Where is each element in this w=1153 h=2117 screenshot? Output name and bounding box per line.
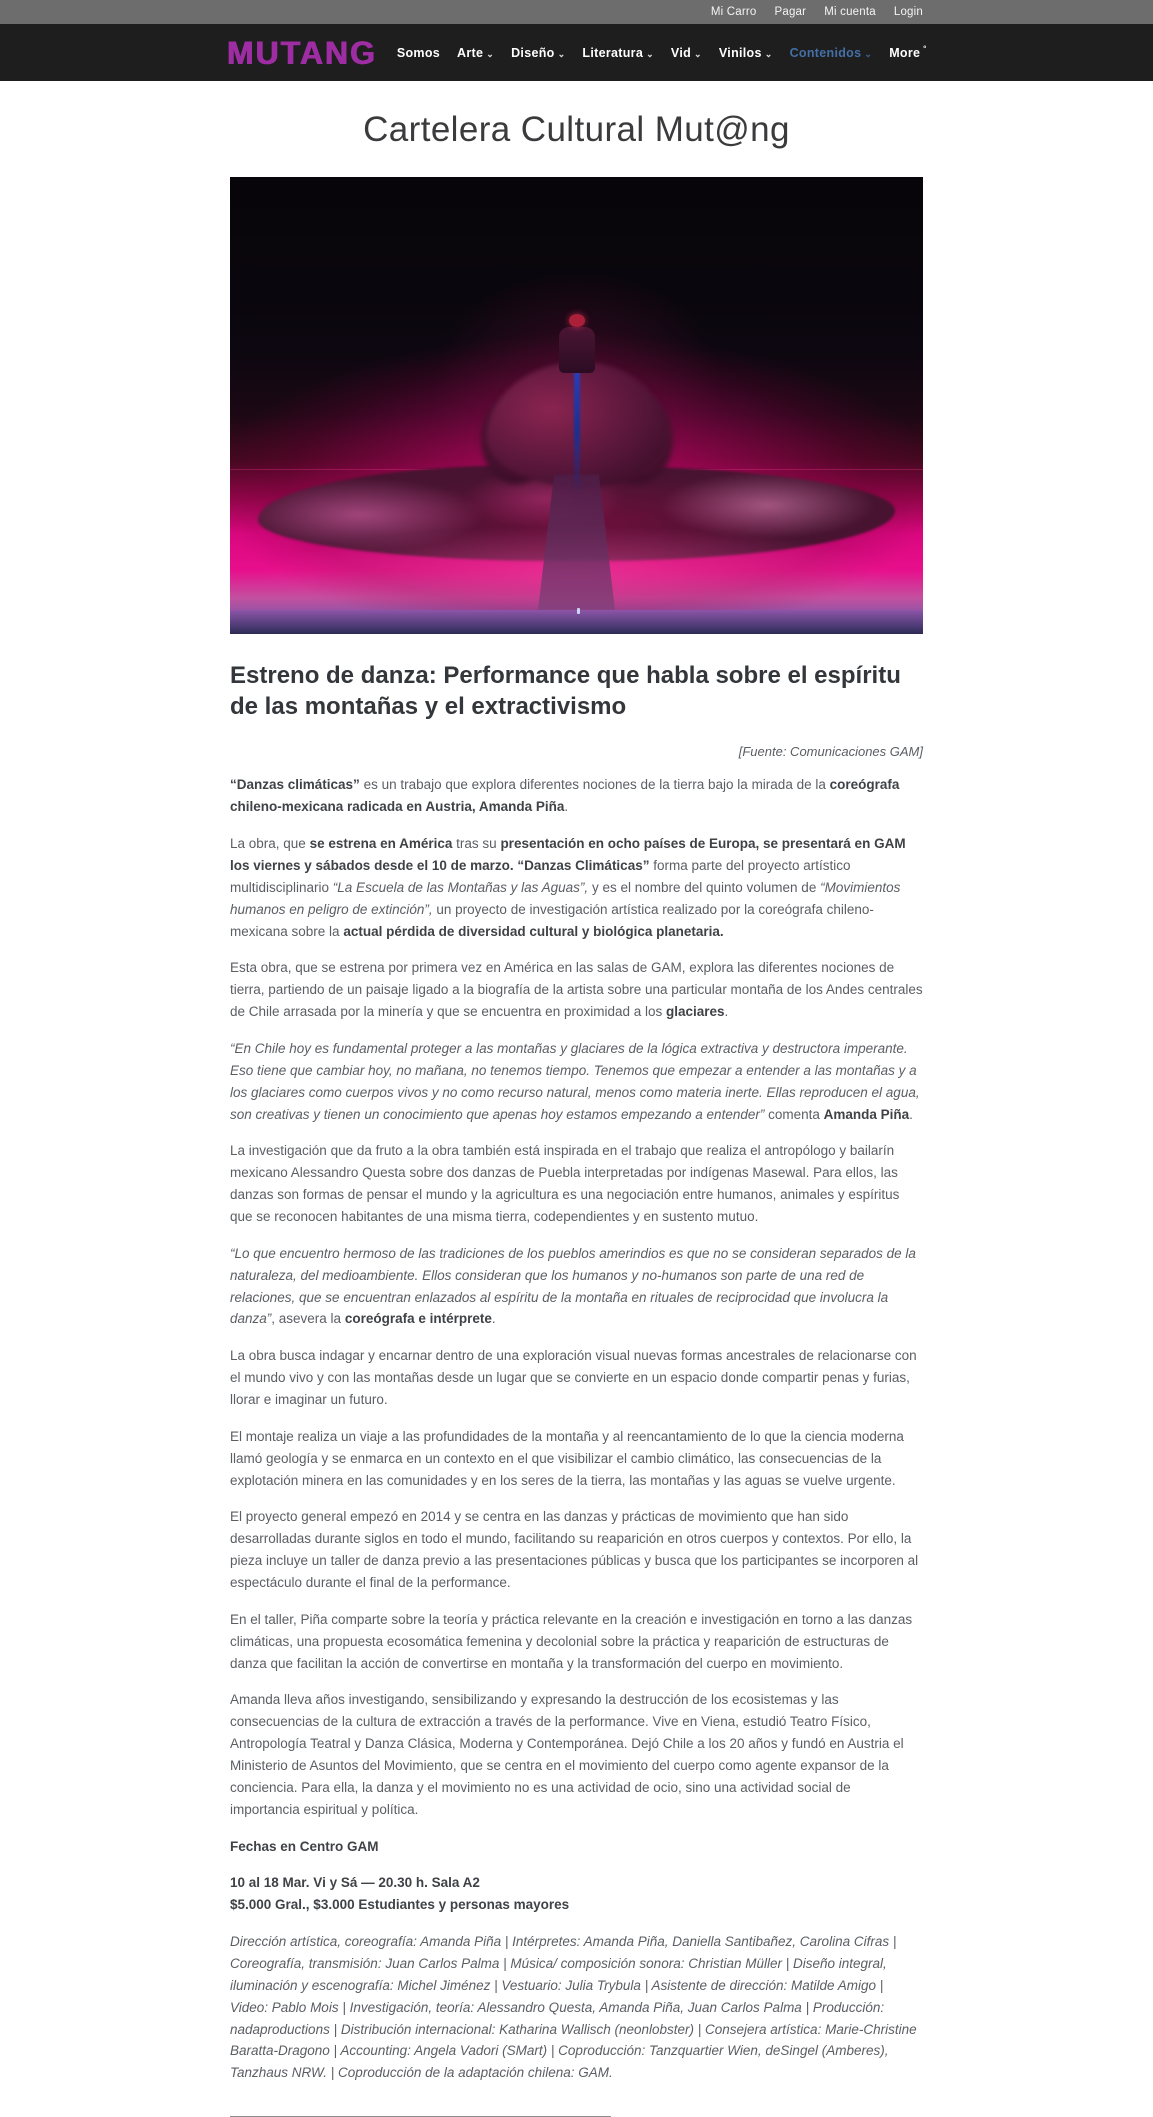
chevron-down-icon: ⌄ <box>694 48 702 59</box>
article-content <box>230 177 923 2117</box>
article-paragraph: El proyecto general empezó en 2014 y se centra en las danzas y prácticas de movimiento que han sido desarrolladas durante siglos en todo el mundo, facilitando su reaparición en otros cuerpos y contextos. Por ello, la pieza incluye un taller de danza previo a las presentaciones públicas y busca que los participantes se incorporen al espectáculo durante el final de la performance. <box>230 1509 919 1591</box>
topbar-link-mi-cuenta[interactable]: Mi cuenta <box>824 6 876 18</box>
chevron-down-icon: ⌄ <box>557 48 566 59</box>
nav-item-somos[interactable] <box>397 46 440 60</box>
article-paragraph: Esta obra, que se estrena por primera vez en América en las salas de GAM, explora las diferentes nociones de tierra, partiendo de un paisaje ligado a la biografía de la artista sobre una particular montaña de los Andes centrales de Chile arrasada por la minería y que se encuentra en proximidad a los glaciares. <box>230 960 923 1020</box>
utility-topbar-links <box>230 0 923 24</box>
article-paragraph: En el taller, Piña comparte sobre la teoría y práctica relevante en la creación e investigación en torno a las danzas climáticas, una propuesta ecosomática femenina y decolonial sobre la práctica y reaparición de estructuras de danza que facilitan la acción de convertirse en montaña y la transformación del cuerpo en movimiento. <box>230 1611 913 1671</box>
headpiece-pompom <box>569 314 585 327</box>
nav-menu <box>396 43 927 60</box>
topbar-link-mi-carro[interactable]: Mi Carro <box>710 6 757 18</box>
superscript-marker: º <box>923 43 927 53</box>
main-navbar <box>0 24 1153 81</box>
utility-topbar <box>0 0 1153 24</box>
nav-item-vid[interactable] <box>671 46 702 60</box>
performer-silhouette <box>487 314 667 614</box>
article-paragraph: Dirección artística, coreografía: Amanda Piña | Intérpretes: Amanda Piña, Daniella Santibañez, Carolina Cifras | Coreografía, transmisión: Juan Carlos Palma | Música/ composición sonora: Christian Müller | Diseño integral, iluminación y escenografía: Michel Jiménez | Vestuario: Julia Trybula | Asistente de dirección: Matilde Amigo | Video: Pablo Mois | Investigación, teoría: Alessandro Questa, Amanda Piña, Juan Carlos Palma | Producción: nadaproductions | Distribución internacional: Katharina Wallisch (neonlobster) | Consejera artística: Marie-Christine Baratta-Dragono | Accounting: Angela Vadori (SMart) | Coproducción: Tanzquartier Wien, deSingel (Amberes), Tanzhaus NRW. | Coproducción de la adaptación chilena: GAM. <box>230 1934 917 2081</box>
article-body <box>230 774 923 2084</box>
nav-item-label: Literatura <box>582 45 644 60</box>
article-headline: Estreno de danza: Performance que habla sobre el espíritu de las montañas y el extractivismo <box>230 662 901 721</box>
chevron-down-icon: ⌄ <box>864 48 873 59</box>
article-paragraph: La investigación que da fruto a la obra también está inspirada en el trabajo que realiza el antropólogo y bailarín mexicano Alessandro Questa sobre dos danzas de Puebla interpretadas por indígenas Masewal. Para ellos, las danzas son formas de pensar el mundo y la agricultura es una negociación entre humanos, animales y espíritus que se reconocen habitantes de una misma tierra, codependientes y en sustento mutuo. <box>230 1143 900 1224</box>
article-paragraph: El montaje realiza un viaje a las profundidades de la montaña y al reencantamiento de lo que la ciencia moderna llamó geología y se enmarca en un contexto en el que visibilizar el cambio climático, las consecuencias de la explotación minera en las comunidades y en los seres de la tierra, las montañas y las aguas se vuelve urgente. <box>230 1428 904 1488</box>
nav-item-vinilos[interactable] <box>719 46 773 60</box>
nav-item-arte[interactable] <box>457 46 494 60</box>
nav-item-contenidos[interactable] <box>790 46 873 60</box>
chevron-down-icon: ⌄ <box>764 48 773 59</box>
topbar-link-login[interactable]: Login <box>893 6 923 18</box>
article-paragraph: 10 al 18 Mar. Vi y Sá — 20.30 h. Sala A2 $5.000 Gral., $3.000 Estudiantes y personas mayores <box>230 1875 570 1913</box>
nav-item-label: Arte <box>457 45 484 60</box>
nav-item-label: Contenidos <box>789 45 862 60</box>
stage-reflection-speck <box>577 608 580 614</box>
source-note: [Fuente: Comunicaciones GAM] <box>738 744 923 760</box>
article-paragraph: Amanda lleva años investigando, sensibilizando y expresando la destrucción de los ecosistemas y las consecuencias de la cultura de extracción a través de la performance. Vive en Viena, estudió Teatro Físico, Antropología Teatral y Danza Clásica, Moderna y Contemporánea. Dejó Chile a los 20 años y fundó en Austria el Ministerio de Asuntos del Movimiento, que se centra en el movimiento del cuerpo como agente expansor de la conciencia. Para ella, la danza y el movimiento no es una actividad de ocio, sino una actividad social de importancia espiritual y política. <box>230 1692 904 1817</box>
site-logo[interactable]: MUTANG <box>226 34 377 71</box>
article-paragraph: “En Chile hoy es fundamental proteger a las montañas y glaciares de la lógica extractiva y destructora imperante. Eso tiene que cambiar hoy, no mañana, no tenemos tiempo. Tenemos que empezar a entender a las montañas y a los glaciares como cuerpos vivos y no como recurso natural, menos como materia inerte. Ellas reproducen el agua, son creativas y tienen un conocimiento que apenas hoy estamos empezando a entender” comenta Amanda Piña. <box>230 1040 920 1122</box>
nav-item-literatura[interactable] <box>582 46 654 60</box>
article-hero-image <box>230 177 923 634</box>
nav-item-label: Somos <box>396 45 441 60</box>
chevron-down-icon: ⌄ <box>486 48 495 59</box>
costume-skirt <box>534 474 620 619</box>
nav-item-label: More <box>889 45 921 60</box>
nav-item-label: Diseño <box>511 45 555 60</box>
headpiece <box>559 327 595 373</box>
article-paragraph: Fechas en Centro GAM <box>230 1838 379 1854</box>
nav-item-label: Vinilos <box>718 45 762 60</box>
article-paragraph: “Lo que encuentro hermoso de las tradiciones de los pueblos amerindios es que no se consideran separados de la naturaleza, del medioambiente. Ellos consideran que los humanos y no-humanos son parte de una red de relaciones, que se encuentran enlazados al espíritu de la montaña en rituales de reciprocidad que involucra la danza”, asevera la coreógrafa e intérprete. <box>230 1245 916 1327</box>
page-title: Cartelera Cultural Mut@ng <box>363 110 790 149</box>
article-paragraph: “Danzas climáticas” es un trabajo que explora diferentes nociones de la tierra bajo la mirada de la coreógrafa chileno-mexicana radicada en Austria, Amanda Piña. <box>230 777 900 815</box>
nav-item-dise-o[interactable] <box>511 46 565 60</box>
article-paragraph: La obra busca indagar y encarnar dentro de una exploración visual nuevas formas ancestrales de relacionarse con el mundo vivo y con las montañas desde un lugar que se convierte en un espacio donde compartir penas y furias, llorar e imaginar un futuro. <box>230 1348 917 1407</box>
nav-item-label: Vid <box>670 45 692 60</box>
chevron-down-icon: ⌄ <box>646 48 654 59</box>
topbar-link-pagar[interactable]: Pagar <box>774 6 807 18</box>
article-paragraph: La obra, que se estrena en América tras su presentación en ocho países de Europa, se presentará en GAM los viernes y sábados desde el 10 de marzo. “Danzas Climáticas” forma parte del proyecto artístico multidisciplinario “La Escuela de las Montañas y las Aguas”, y es el nombre del quinto volumen de “Movimientos humanos en peligro de extinción”, un proyecto de investigación artística realizado por la coreógrafa chileno-mexicana sobre la actual pérdida de diversidad cultural y biológica planetaria. <box>230 836 906 939</box>
nav-item-more[interactable] <box>889 43 927 60</box>
